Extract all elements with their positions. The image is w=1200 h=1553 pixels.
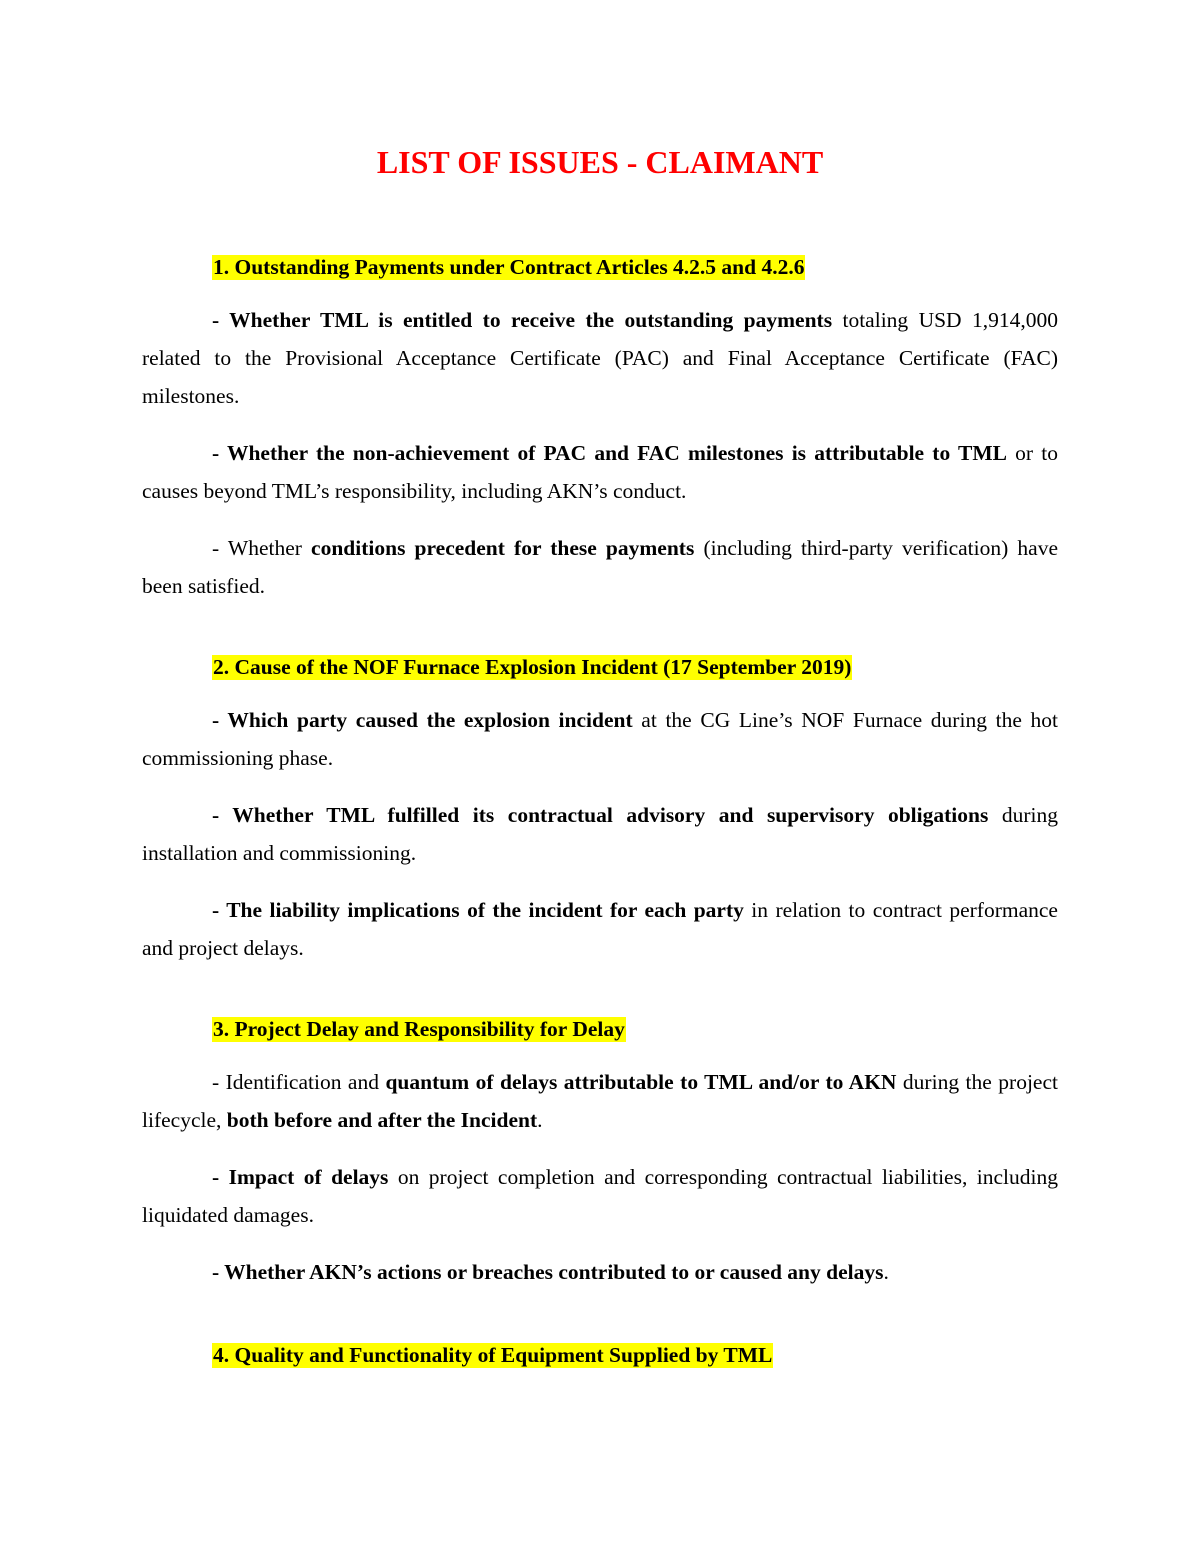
issue-item bbox=[142, 701, 1058, 777]
bold-text-run: quantum of delays attributable to TML and/or to AKN bbox=[385, 1070, 897, 1094]
bold-text-run: - Whether AKN’s actions or breaches contributed to or caused any delays bbox=[212, 1260, 884, 1284]
issue-item bbox=[142, 1253, 1058, 1291]
issue-heading-text: 2. Cause of the NOF Furnace Explosion Incident (17 September 2019) bbox=[213, 655, 852, 679]
issue-heading bbox=[142, 252, 1058, 282]
issue-item bbox=[142, 434, 1058, 510]
issue-item bbox=[142, 891, 1058, 967]
text-run: - Whether bbox=[212, 536, 312, 560]
issue-section-4 bbox=[142, 1340, 1058, 1370]
text-run: . bbox=[537, 1108, 543, 1132]
text-run: on project completion and corresponding contractual liabilities, including liquidated damages. bbox=[142, 1165, 1058, 1227]
text-run: in relation to contract performance and project delays. bbox=[142, 898, 1058, 960]
issue-heading bbox=[142, 1340, 1058, 1370]
issue-heading-text: 3. Project Delay and Responsibility for Delay bbox=[213, 1017, 625, 1041]
issue-heading-text: 4. Quality and Functionality of Equipment Supplied by TML bbox=[213, 1343, 773, 1367]
issue-heading bbox=[142, 652, 1058, 682]
text-run: at the CG Line’s NOF Furnace during the hot commissioning phase. bbox=[142, 708, 1058, 770]
issue-item bbox=[142, 1063, 1058, 1139]
issue-item bbox=[142, 301, 1058, 415]
text-run: (including third-party verification) have been satisfied. bbox=[142, 536, 1058, 598]
text-run: totaling USD 1,914,000 related to the Provisional Acceptance Certificate (PAC) and Final Acceptance Certificate (FAC) milestones. bbox=[142, 308, 1058, 408]
bold-text-run: - Whether the non-achievement of PAC and FAC milestones is attributable to TML bbox=[212, 441, 1007, 465]
text-run: during the project lifecycle, bbox=[142, 1070, 1058, 1132]
issue-heading-text: 1. Outstanding Payments under Contract Articles 4.2.5 and 4.2.6 bbox=[213, 255, 805, 279]
issue-item bbox=[142, 796, 1058, 872]
document-title: LIST OF ISSUES - CLAIMANT bbox=[376, 144, 824, 180]
bold-text-run: - The liability implications of the incident for each party bbox=[212, 898, 744, 922]
bold-text-run: conditions precedent for these payments bbox=[311, 536, 695, 560]
issue-section-1 bbox=[142, 252, 1058, 605]
bold-text-run: - Whether TML is entitled to receive the outstanding payments bbox=[212, 308, 833, 332]
issue-item bbox=[142, 1158, 1058, 1234]
document-page bbox=[142, 0, 1058, 1553]
text-run: during installation and commissioning. bbox=[142, 803, 1059, 865]
text-run: . bbox=[883, 1260, 889, 1284]
bold-text-run: - Whether TML fulfilled its contractual advisory and supervisory obligations bbox=[212, 803, 989, 827]
issue-section-2 bbox=[142, 652, 1058, 967]
text-run: - Identification and bbox=[212, 1070, 386, 1094]
text-run: or to causes beyond TML’s responsibility, including AKN’s conduct. bbox=[142, 441, 1058, 503]
issue-item bbox=[142, 529, 1058, 605]
bold-text-run: both before and after the Incident bbox=[226, 1108, 538, 1132]
bold-text-run: - Which party caused the explosion incident bbox=[212, 708, 633, 732]
bold-text-run: - Impact of delays bbox=[212, 1165, 389, 1189]
issue-heading bbox=[142, 1014, 1058, 1044]
issue-section-3 bbox=[142, 1014, 1058, 1291]
